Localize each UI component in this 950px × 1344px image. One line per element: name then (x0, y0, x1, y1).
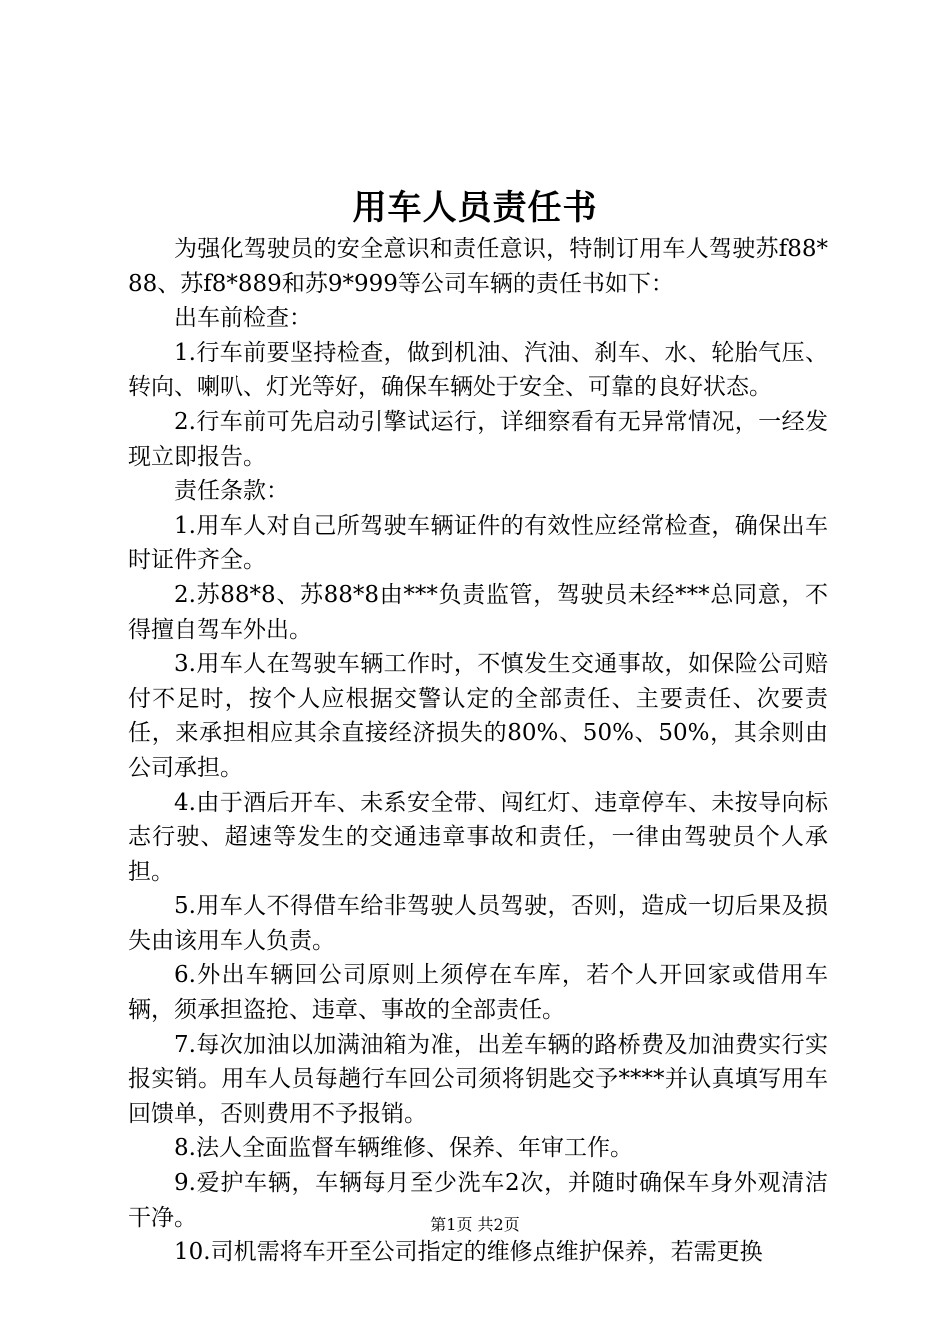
intro-paragraph: 为强化驾驶员的安全意识和责任意识，特制订用车人驾驶苏f88*88、苏f8*889和苏9*999等公司车辆的责任书如下： (128, 236, 828, 297)
pre-check-item-2: 2.行车前可先启动引擎试运行，详细察看有无异常情况，一经发现立即报告。 (128, 408, 828, 470)
page-footer: 第1页 共2页 (430, 1215, 520, 1234)
term-item-1: 1.用车人对自己所驾驶车辆证件的有效性应经常检查，确保出车时证件齐全。 (128, 512, 828, 574)
term-item-2: 2.苏88*8、苏88*8由***负责监管，驾驶员未经***总同意，不得擅自驾车外出。 (128, 581, 828, 643)
term-item-10: 10.司机需将车开至公司指定的维修点维护保养，若需更换 (174, 1239, 763, 1266)
document-title: 用车人员责任书 (352, 188, 598, 228)
term-item-5: 5.用车人不得借车给非驾驶人员驾驶，否则，造成一切后果及损失由该用车人负责。 (128, 893, 828, 954)
document-body (128, 232, 828, 1270)
term-item-9: 9.爱护车辆，车辆每月至少洗车2次，并随时确保车身外观清洁干净。 (128, 1170, 828, 1231)
term-item-6: 6.外出车辆回公司原则上须停在车库，若个人开回家或借用车辆，须承担盗抢、违章、事故的全部责任。 (128, 962, 828, 1024)
pre-check-item-1: 1.行车前要坚持检查，做到机油、汽油、刹车、水、轮胎气压、转向、喇叭、灯光等好，确保车辆处于安全、可靠的良好状态。 (128, 339, 828, 401)
term-item-3: 3.用车人在驾驶车辆工作时，不慎发生交通事故，如保险公司赔付不足时，按个人应根据交警认定的全部责任、主要责任、次要责任，来承担相应其余直接经济损失的80%、50%、50%，其余则由公司承担。 (128, 651, 828, 781)
section-heading-terms: 责任条款： (174, 478, 289, 505)
term-item-8: 8.法人全面监督车辆维修、保养、年审工作。 (174, 1135, 633, 1162)
section-heading-pre-check: 出车前检查： (174, 305, 312, 332)
term-item-7: 7.每次加油以加满油箱为准，出差车辆的路桥费及加油费实行实报实销。用车人员每趟行车回公司须将钥匙交予****并认真填写用车回馈单，否则费用不予报销。 (128, 1031, 828, 1127)
term-item-4: 4.由于酒后开车、未系安全带、闯红灯、违章停车、未按导向标志行驶、超速等发生的交通违章事故和责任，一律由驾驶员个人承担。 (128, 789, 828, 885)
